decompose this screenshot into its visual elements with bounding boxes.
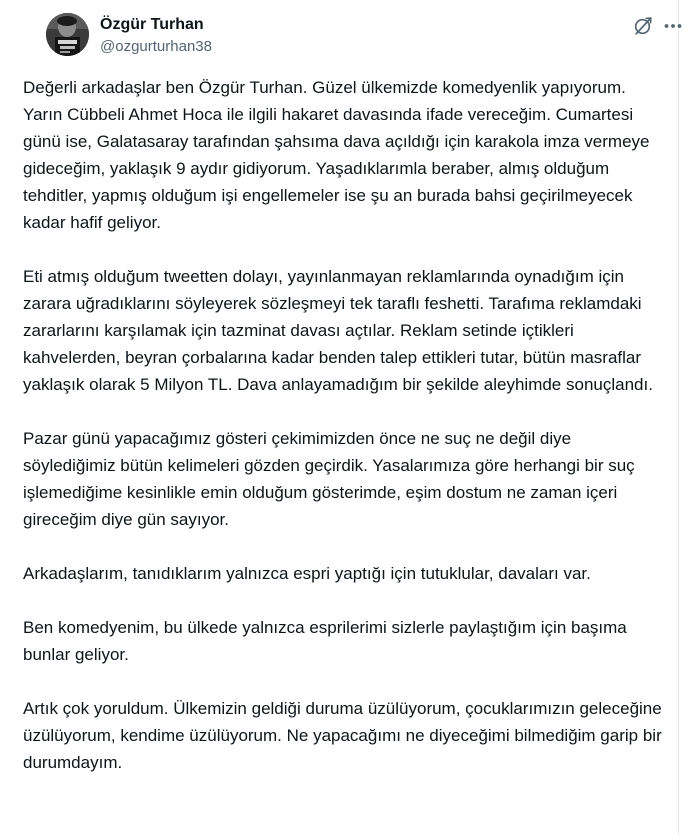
more-options-icon[interactable] <box>662 15 684 37</box>
tweet-paragraph-4: Arkadaşlarım, tanıdıklarım yalnızca espri yaptığı için tutuklular, davaları var. <box>23 564 591 583</box>
author-name[interactable]: Özgür Turhan <box>100 16 204 33</box>
tweet-paragraph-5: Ben komedyenim, bu ülkede yalnızca esprilerimi sizlerle paylaştığım için başıma bunlar geliyor. <box>23 618 627 664</box>
tweet-paragraph-6: Artık çok yoruldum. Ülkemizin geldiği duruma üzülüyorum, çocuklarımızın geleceğine üzülüyorum, kendime üzülüyorum. Ne yapacağımı ne diyeceğimi bilmediğim garip bir durumdayım. <box>23 699 662 772</box>
tweet-paragraph-1: Değerli arkadaşlar ben Özgür Turhan. Güzel ülkemizde komedyenlik yapıyorum. Yarın Cübbeli Ahmet Hoca ile ilgili hakaret davasında ifade vereceğim. Cumartesi günü ise, Galatasaray tarafından şahsıma dava açıldığı için karakola imza vermeye gideceğim, yaklaşık 9 aydır gidiyorum. Yaşadıklarımla beraber, almış olduğum tehditler, yapmış olduğum işi engellemeler ise şu an burada bahsi geçirilmeyecek kadar hafif geliyor. <box>23 78 650 232</box>
avatar-image <box>46 13 89 56</box>
tweet-paragraph-3: Pazar günü yapacağımız gösteri çekimimizden önce ne suç ne değil diye söylediğimiz bütün kelimeleri gözden geçirdik. Yasalarımıza göre herhangi bir suç işlemediğime kesinlikle emin olduğum gösterimde, eşim dostum ne zaman içeri gireceğim diye gün sayıyor. <box>23 429 635 529</box>
author-handle[interactable]: @ozgurturhan38 <box>100 38 212 55</box>
grok-icon[interactable] <box>632 15 654 37</box>
avatar[interactable] <box>46 13 89 56</box>
tweet-header <box>23 0 678 62</box>
grok-icon-graphic <box>632 15 654 37</box>
more-options-icon-graphic <box>662 15 684 37</box>
tweet-paragraph-2: Eti atmış olduğum tweetten dolayı, yayınlanmayan reklamlarında oynadığım için zarara uğradıklarını söyleyerek sözleşmeyi tek taraflı feshetti. Tarafıma reklamdaki zararlarını karşılamak için tazminat davası açtılar. Reklam setinde içtikleri kahvelerden, beyran çorbalarına kadar benden talep ettikleri tutar, bütün masraflar yaklaşık olarak 5 Milyon TL. Dava anlayamadığım bir şekilde aleyhimde sonuçlandı. <box>23 267 653 394</box>
tweet-text <box>23 74 663 776</box>
